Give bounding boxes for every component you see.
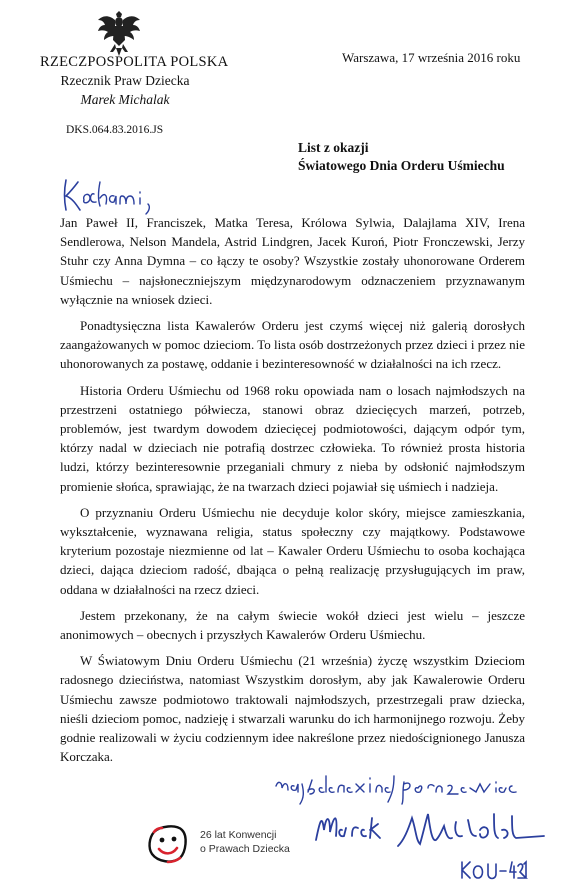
paragraph: Ponadtysięczna lista Kawalerów Orderu jest czymś więcej niż galerią dorosłych zaangażowanych w pomoc dzieciom. To lista osób dostrzeżonych przez dzieci i przez nie uhonorowanych za postawę, oddanie i bezinteresowność w działalności na ich rzecz. bbox=[60, 318, 525, 372]
logo-caption-line-1: 26 lat Konwencji bbox=[200, 829, 277, 841]
paragraph: Jestem przekonany, że na całym świecie wokół dzieci jest wielu – jeszcze anonimowych – obecnych i przyszłych Kawalerów Orderu Uśmiechu. bbox=[60, 607, 525, 643]
logo-caption bbox=[200, 828, 290, 856]
signature bbox=[312, 800, 548, 862]
place-date: Warszawa, 17 września 2016 roku bbox=[342, 50, 521, 65]
paragraph: Historia Orderu Uśmiechu od 1968 roku opowiada nam o losach najmłodszych na przestrzeni ostatniego półwiecza, stanowi obraz dziecięcych marzeń, potrzeb, problemów, jest twardym dowodem dziecięcej podmiotowości, dającym odpór tym, którzy nadal w dzieciach nie potrafią dostrzec człowieka. To również prosta historia ludzi, którzy bezinteresownie przeganiali chmury z nieba by odsłonić najmłodszym promienie słońca, sprawiając, że na twarzach dzieci pojawiał się uśmiech i nadzieja. bbox=[60, 382, 525, 494]
paragraph: Jan Paweł II, Franciszek, Matka Teresa, Królowa Sylwia, Dalajlama XIV, Irena Sendlerowa, Nelson Mandela, Astrid Lindgren, Jacek Kuroń, Piotr Fronczewski, Jerzy Stuhr czy Anna Dymna – co łączy te osoby? Wszystkie zostały uhonorowane Orderem Uśmiechu – najsłoneczniejszym międzynarodowym odznaczeniem przyznawanym wyłącznie na wniosek dzieci. bbox=[60, 215, 525, 307]
person-name: Marek Michalak bbox=[80, 92, 170, 107]
paragraph: W Światowym Dniu Orderu Uśmiechu (21 września) życzę wszystkim Dzieciom radosnego dzieciństwa, natomiast Wszystkim dorosłym, aby jak Kawalerowie Orderu Uśmiechu zawsze podmiotowo traktowali najmłodszych, przestrzegali praw dziecka, nieśli dzieciom pomoc, nadzieję i stwarzali warunku do ich harmonijnego rozwoju. Żeby godnie realizowali w życiu codziennym idee nakreślone przez niedoścignionego Janusza Korczaka. bbox=[60, 653, 525, 765]
eagle-emblem-icon bbox=[96, 8, 142, 58]
letter-body bbox=[60, 213, 525, 773]
smiling-face-logo-icon bbox=[146, 822, 190, 866]
logo-caption-line-2: o Prawach Dziecka bbox=[200, 843, 290, 855]
handwritten-greeting bbox=[60, 170, 180, 218]
organization-name: RZECZPOSPOLITA POLSKA bbox=[40, 54, 229, 70]
reference-number: DKS.064.83.2016.JS bbox=[66, 124, 164, 136]
subject-line-1: List z okazji bbox=[298, 140, 369, 155]
subject-line-2: Światowego Dnia Orderu Uśmiechu bbox=[298, 158, 505, 173]
office-name: Rzecznik Praw Dziecka bbox=[60, 73, 190, 88]
signature-code bbox=[458, 856, 528, 884]
paragraph: O przyznaniu Orderu Uśmiechu nie decyduje kolor skóry, miejsce zamieszkania, wykształcenie, wyznawana religia, status społeczny czy majątkowy. Podstawowe kryterium pozostaje niezmienne od lat – Kawaler Orderu Uśmiechu to osoba kochająca dzieci, dająca dzieciom radość, dbająca o pełną realizację przysługujących im praw, oddana w działalności na rzecz dzieci. bbox=[60, 504, 525, 597]
